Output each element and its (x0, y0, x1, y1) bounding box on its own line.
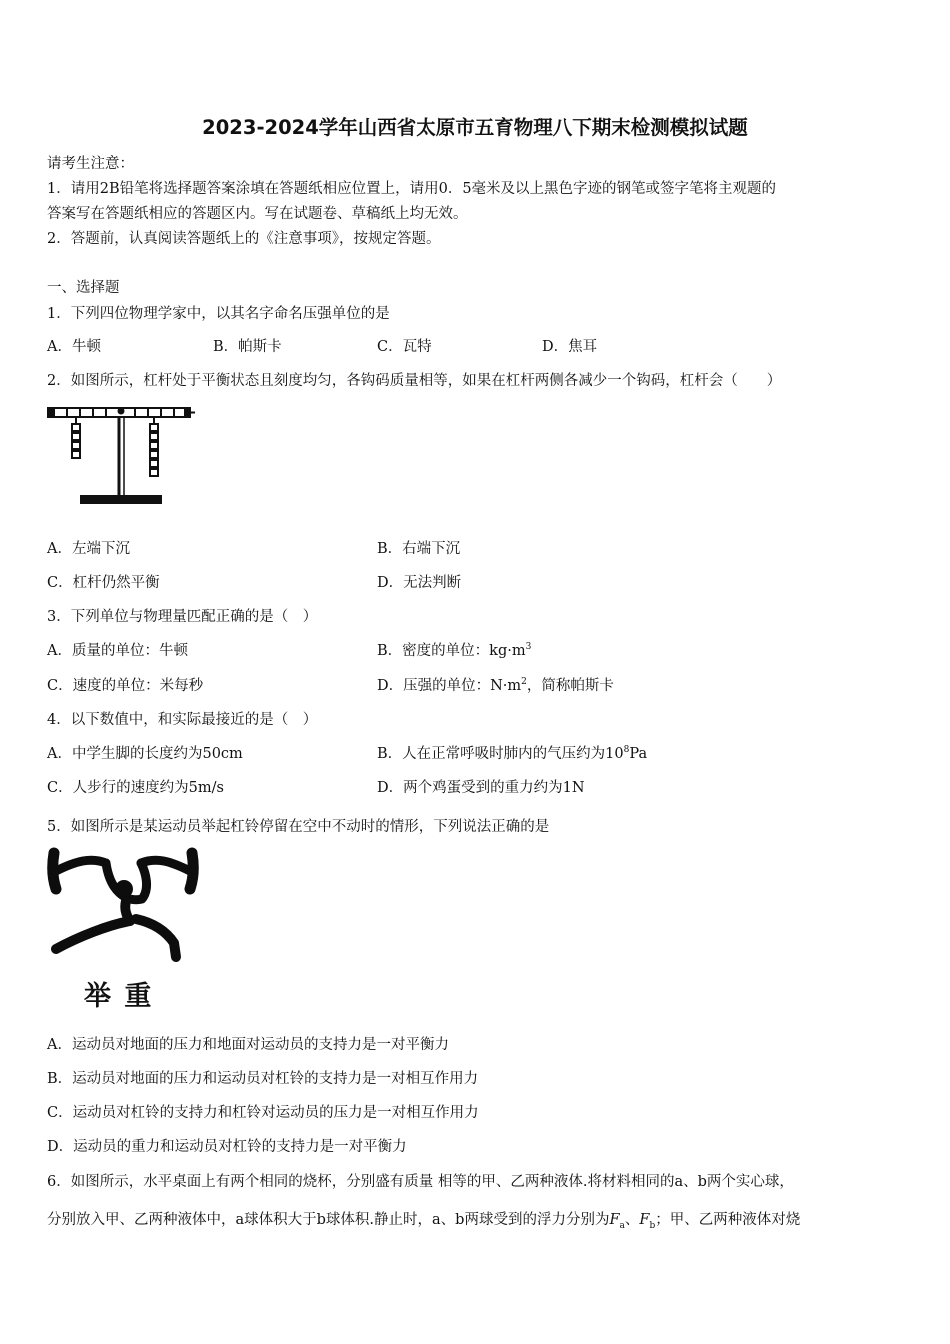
question-2-option-b: B．右端下沉 (377, 541, 461, 557)
notice-line-3: 2．答题前，认真阅读答题纸上的《注意事项》，按规定答题。 (47, 231, 441, 247)
question-2-option-a: A．左端下沉 (47, 541, 130, 557)
question-4-stem: 4．以下数值中，和实际最接近的是（ ） (47, 712, 318, 728)
section-heading: 一、选择题 (47, 280, 120, 296)
question-5-stem: 5．如图所示是某运动员举起杠铃停留在空中不动时的情形，下列说法正确的是 (47, 819, 550, 835)
question-1-option-a: A．牛顿 (47, 339, 101, 355)
question-5-option-c: C．运动员对杠铃的支持力和杠铃对运动员的压力是一对相互作用力 (47, 1105, 479, 1121)
notice-line-2: 答案写在答题纸相应的答题区内。写在试题卷、草稿纸上均无效。 (47, 206, 468, 222)
question-4-option-c: C．人步行的速度约为5m/s (47, 780, 224, 796)
question-3-option-c: C．速度的单位：米每秒 (47, 678, 204, 694)
page-title: 2023-2024学年山西省太原市五育物理八下期末检测模拟试题 (202, 116, 748, 139)
question-4-option-b: B．人在正常呼吸时肺内的气压约为$10^8Pa$ (377, 745, 648, 762)
right-hook-weights (150, 417, 158, 476)
question-3-option-d: D．压强的单位：$N\cdot m^2$，简称帕斯卡 (377, 677, 614, 694)
question-2-option-d: D．无法判断 (377, 575, 462, 591)
question-1-option-c: C．瓦特 (377, 339, 432, 355)
question-2-stem: 2．如图所示，杠杆处于平衡状态且刻度均匀，各钩码质量相等，如果在杠杆两侧各减少一个钩码，杠杆会（ ） (47, 373, 782, 389)
weightlifter-icon (46, 843, 201, 965)
question-2-option-c: C．杠杆仍然平衡 (47, 575, 160, 591)
question-5-option-d: D．运动员的重力和运动员对杠铃的支持力是一对平衡力 (47, 1139, 407, 1155)
question-4-option-d: D．两个鸡蛋受到的重力约为1N (377, 780, 585, 796)
question-1-option-d: D．焦耳 (542, 339, 598, 355)
question-1-option-b: B．帕斯卡 (213, 339, 282, 355)
lever-figure (47, 402, 197, 512)
left-hook-weights (72, 417, 80, 458)
question-3-option-b: B．密度的单位：$kg\cdot m^3$ (377, 642, 532, 659)
notice-heading: 请考生注意： (47, 156, 134, 172)
question-5-option-a: A．运动员对地面的压力和地面对运动员的支持力是一对平衡力 (47, 1037, 449, 1053)
question-3-option-a: A．质量的单位：牛顿 (47, 643, 188, 659)
question-6-line-1: 6．如图所示，水平桌面上有两个相同的烧杯，分别盛有质量 相等的甲、乙两种液体.将材料相同的a、b两个实心球， (47, 1174, 794, 1190)
figure-label: 举 重 (84, 981, 154, 1012)
notice-line-1: 1．请用2B铅笔将选择题答案涂填在答题纸相应位置上，请用0．5毫米及以上黑色字迹的钢笔或签字笔将主观题的 (47, 181, 777, 197)
question-6-line-2: 分别放入甲、乙两种液体中，a球体积大于b球体积.静止时，a、b两球受到的浮力分别为$F_a$、$F_b$；甲、乙两种液体对烧 (47, 1212, 801, 1231)
lever-stand-base (81, 496, 161, 503)
question-5-option-b: B．运动员对地面的压力和运动员对杠铃的支持力是一对相互作用力 (47, 1071, 479, 1087)
lever-left-nut (48, 408, 53, 417)
question-1-stem: 1．下列四位物理学家中，以其名字命名压强单位的是 (47, 306, 390, 322)
question-3-stem: 3．下列单位与物理量匹配正确的是（ ） (47, 609, 318, 625)
lever-right-nut (185, 408, 190, 417)
question-4-option-a: A．中学生脚的长度约为50cm (47, 746, 243, 762)
